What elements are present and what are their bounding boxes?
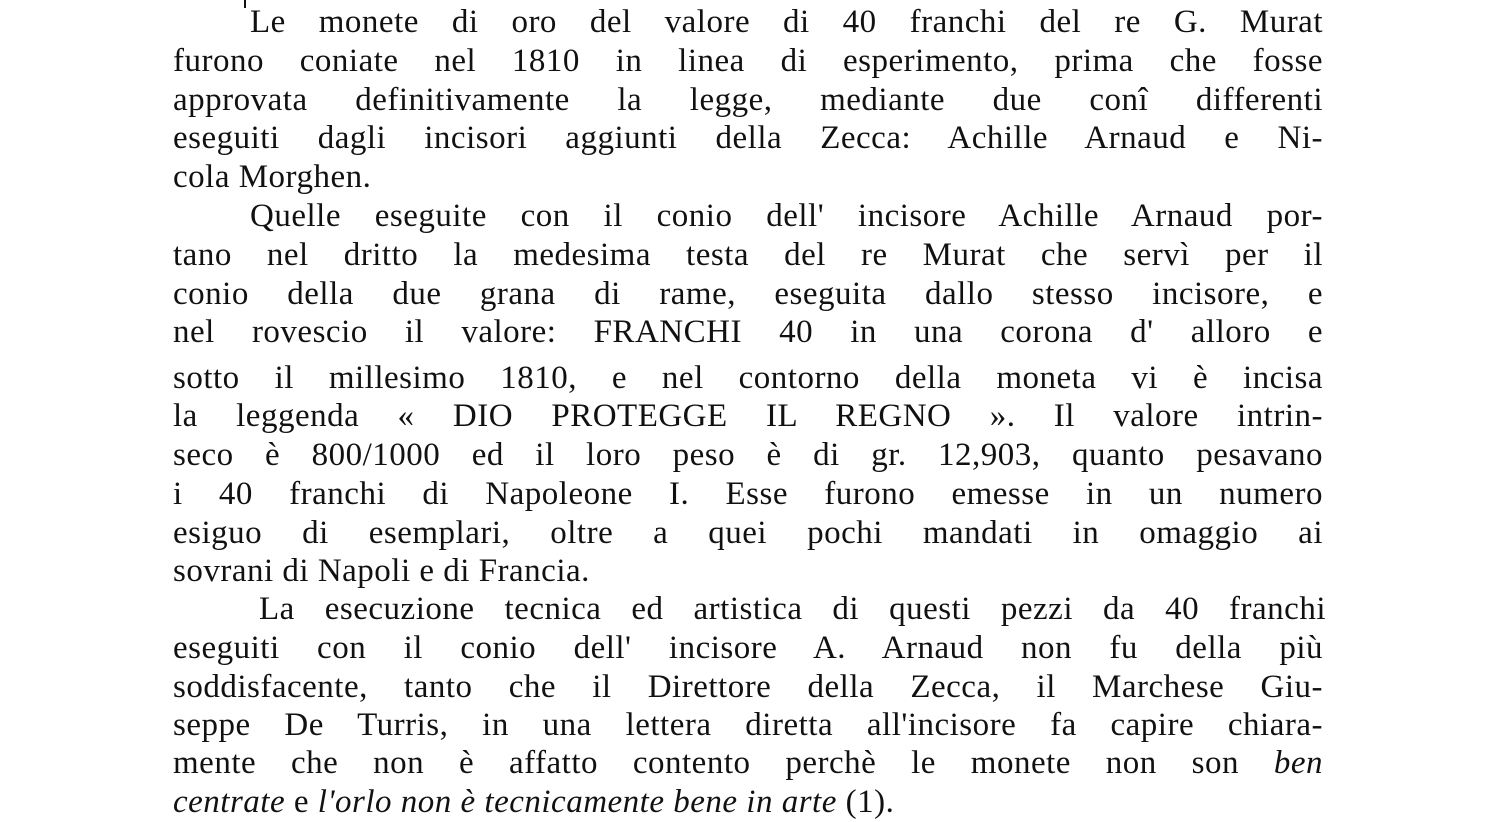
text-line: Le monete di oro del valore di 40 franchi del re G. Murat [250,4,1323,40]
italic-fragment: l'orlo non è tecnicamente bene in arte [317,784,837,820]
text-line: sovrani di Napoli e di Francia. [173,553,590,589]
text-line: conio della due grana di rame, eseguita dallo stesso incisore, e [173,276,1323,312]
text-line: soddisfacente, tanto che il Direttore della Zecca, il Marchese Giu- [173,669,1323,705]
text-line: sotto il millesimo 1810, e nel contorno della moneta vi è incisa [173,360,1323,396]
text-line: esiguo di esemplari, oltre a quei pochi mandati in omaggio ai [173,515,1323,551]
margin-mark [244,0,246,8]
italic-fragment: centrate [173,784,286,820]
text-line: eseguiti con il conio dell' incisore A. Arnaud non fu della più [173,630,1323,666]
text-line: seco è 800/1000 ed il loro peso è di gr. 12,903, quanto pesavano [173,437,1323,473]
text-line: seppe De Turris, in una lettera diretta all'incisore fa capire chiara- [173,707,1323,743]
text-line: tano nel dritto la medesima testa del re Murat che servì per il [173,237,1323,273]
footnote-ref: (1). [836,784,895,820]
text-fragment: mente che non è affatto contento perchè le monete non son [173,745,1239,781]
text-line: Quelle eseguite con il conio dell' incisore Achille Arnaud por- [250,198,1323,234]
text-line: La esecuzione tecnica ed artistica di questi pezzi da 40 franchi [259,591,1326,627]
text-line: furono coniate nel 1810 in linea di esperimento, prima che fosse [173,43,1323,79]
text-line: i 40 franchi di Napoleone I. Esse furono emesse in un numero [173,476,1323,512]
text-fragment: e [285,784,318,820]
text-line [173,744,1323,782]
text-line: eseguiti dagli incisori aggiunti della Zecca: Achille Arnaud e Ni- [173,120,1323,156]
text-line: la leggenda « DIO PROTEGGE IL REGNO ». Il valore intrin- [173,398,1323,434]
text-line: nel rovescio il valore: FRANCHI 40 in una corona d' alloro e [173,314,1323,350]
italic-fragment: ben [1273,745,1324,781]
text-line [173,783,1323,821]
text-line: cola Morghen. [173,159,372,195]
text-line: approvata definitivamente la legge, mediante due conî differenti [173,82,1323,118]
